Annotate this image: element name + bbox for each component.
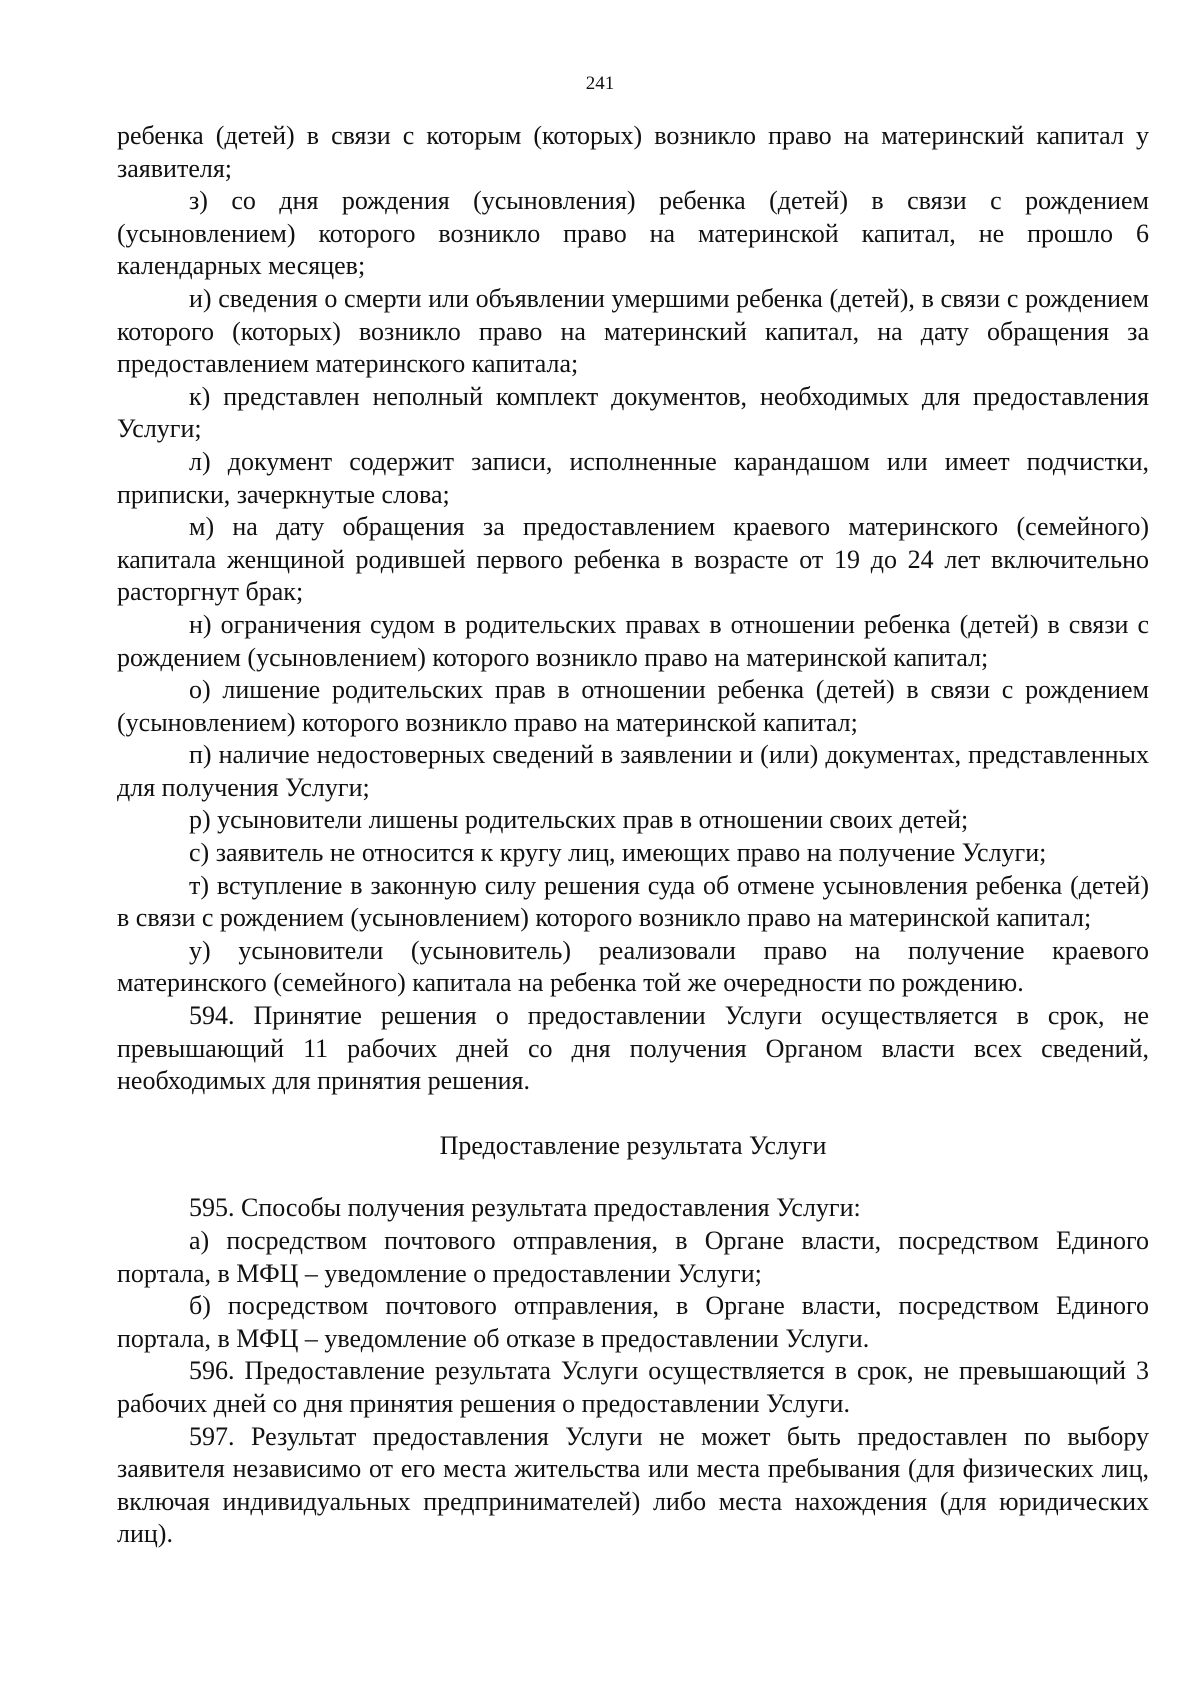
list-item-u: у) усыновители (усыновитель) реализовали право на получение краевого материнского (семейного) капитала на ребенка той же очередности по рождению. — [117, 935, 1149, 998]
document-body — [117, 120, 1149, 1551]
clause-594: 594. Принятие решения о предоставлении Услуги осуществляется в срок, не превышающий 11 рабочих дней со дня получения Органом власти всех сведений, необходимых для принятия решения. — [117, 1001, 1149, 1096]
list-item-m: м) на дату обращения за предоставлением краевого материнского (семейного) капитала женщиной родившей первого ребенка в возрасте от 19 до 24 лет включительно расторгнут брак; — [117, 512, 1149, 607]
list-item-r: р) усыновители лишены родительских прав в отношении своих детей; — [189, 805, 969, 835]
clause-597: 597. Результат предоставления Услуги не может быть предоставлен по выбору заявителя независимо от его места жительства или места пребывания (для физических лиц, включая индивидуальных предпринимателей) либо места нахождения (для юридических лиц). — [117, 1421, 1149, 1549]
paragraph: ребенка (детей) в связи с которым (которых) возникло право на материнский капитал у заявителя; — [117, 121, 1149, 183]
list-item-s: с) заявитель не относится к кругу лиц, имеющих право на получение Услуги; — [189, 838, 1047, 868]
page-number: 241 — [585, 73, 615, 94]
list-item-z: з) со дня рождения (усыновления) ребенка (детей) в связи с рождением (усыновлением) которого возникло право на материнской капитал, не прошло 6 календарных месяцев; — [117, 186, 1149, 281]
list-item-t: т) вступление в законную силу решения суда об отмене усыновления ребенка (детей) в связи с рождением (усыновлением) которого возникло право на материнской капитал; — [117, 870, 1149, 933]
list-item-p: п) наличие недостоверных сведений в заявлении и (или) документах, представленных для получения Услуги; — [117, 740, 1149, 802]
list-item-a: а) посредством почтового отправления, в Органе власти, посредством Единого портала, в МФЦ – уведомление о предоставлении Услуги; — [117, 1226, 1149, 1288]
section-heading: Предоставление результата Услуги — [439, 1130, 827, 1160]
list-item-o: о) лишение родительских прав в отношении ребенка (детей) в связи с рождением (усыновлением) которого возникло право на материнской капитал; — [117, 675, 1149, 737]
list-item-n: н) ограничения судом в родительских правах в отношении ребенка (детей) в связи с рождением (усыновлением) которого возникло право на материнской капитал; — [117, 609, 1149, 672]
list-item-l: л) документ содержит записи, исполненные карандашом или имеет подчистки, приписки, зачеркнутые слова; — [117, 446, 1149, 509]
list-item-i: и) сведения о смерти или объявлении умершими ребенка (детей), в связи с рождением которого (которых) возникло право на материнский капитал, на дату обращения за предоставлением материнского капитала; — [117, 283, 1149, 379]
list-item-b: б) посредством почтового отправления, в Органе власти, посредством Единого портала, в МФЦ – уведомление об отказе в предоставлении Услуги. — [117, 1291, 1149, 1353]
clause-595: 595. Способы получения результата предоставления Услуги: — [189, 1193, 861, 1223]
clause-596: 596. Предоставление результата Услуги осуществляется в срок, не превышающий 3 рабочих дней со дня принятия решения о предоставлении Услуги. — [117, 1356, 1149, 1418]
list-item-k: к) представлен неполный комплект документов, необходимых для предоставления Услуги; — [117, 381, 1149, 444]
